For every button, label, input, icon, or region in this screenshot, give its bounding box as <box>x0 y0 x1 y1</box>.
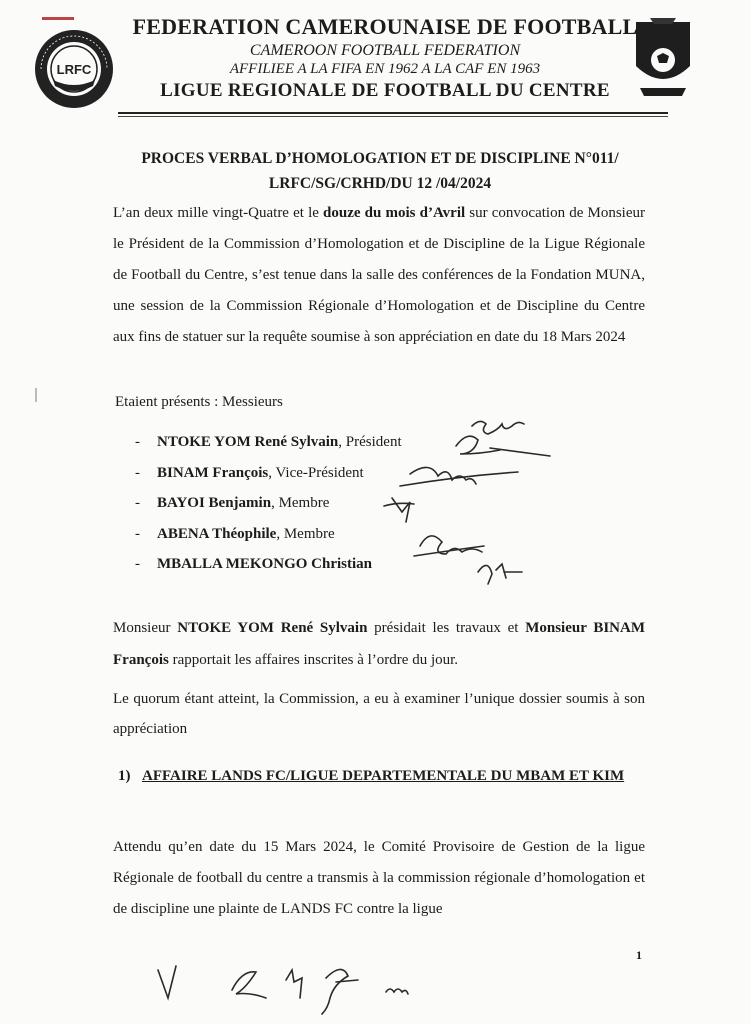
section-title: AFFAIRE LANDS FC/LIGUE DEPARTEMENTALE DU MBAM ET KIM <box>142 768 625 784</box>
header-rule <box>118 112 668 114</box>
list-item: - ABENA Théophile, Membre <box>135 525 335 542</box>
signature-mballa <box>478 564 522 584</box>
intro-paragraph <box>113 198 645 353</box>
affiliation-line: AFFILIEE A LA FIFA EN 1962 A LA CAF EN 1963 <box>229 61 541 77</box>
list-item: - MBALLA MEKONGO Christian <box>135 556 373 572</box>
list-item: - BINAM François, Vice-Président <box>135 464 364 481</box>
intro-text-2: sur convocation de Monsieur le Président de la Commission d’Homologation et de Discipline de la Ligue Régionale de Football du Centre, s’est tenue dans la salle des conférences de la Fondation MUNA, une session de la Commission Régionale d’Homologation et de Discipline du Centre aux fins de statuer sur la requête soumise à son appréciation en date du 18 Mars 2024 <box>113 205 646 345</box>
section-number: 1) <box>118 768 131 784</box>
signature-president <box>456 421 550 456</box>
fecafoot-logo-icon <box>632 16 694 100</box>
header-rule-thin <box>118 116 668 117</box>
page-number: 1 <box>636 948 642 962</box>
attendu-paragraph: Attendu qu’en date du 15 Mars 2024, le Comité Provisoire de Gestion de la ligue Régionale de football du centre a transmis à la commission régionale d’homologation et de discipline une plainte de LANDS FC contre la ligue <box>113 839 645 917</box>
title-line-2: LRFC/SG/CRHD/DU 12 /04/2024 <box>268 175 492 192</box>
list-item: - BAYOI Benjamin, Membre <box>135 495 330 511</box>
intro-text-1: L’an deux mille vingt-Quatre et le <box>113 205 324 221</box>
federation-name: FEDERATION CAMEROUNAISE DE FOOTBALL <box>132 14 638 39</box>
presided-paragraph: Monsieur NTOKE YOM René Sylvain présidait les travaux et Monsieur BINAM François rapportait les affaires inscrites à l’ordre du jour. <box>113 620 645 668</box>
logo-lrfc-text: LRFC <box>56 62 92 77</box>
federation-name-english: CAMEROON FOOTBALL FEDERATION <box>249 42 521 59</box>
lrfc-logo-icon <box>33 28 115 110</box>
intro-date-bold: douze du mois d’Avril <box>323 205 466 221</box>
league-name: LIGUE REGIONALE DE FOOTBALL DU CENTRE <box>160 80 610 101</box>
section-heading <box>118 760 648 792</box>
letterhead <box>130 14 640 102</box>
quorum-paragraph: Le quorum étant atteint, la Commission, a eu à examiner l’unique dossier soumis à son appréciation <box>113 691 645 737</box>
members-list <box>135 434 435 587</box>
present-label: Etaient présents : Messieurs <box>115 394 283 410</box>
initials-bottom <box>158 966 408 1014</box>
list-item: - NTOKE YOM René Sylvain, Président <box>135 434 402 450</box>
margin-mark <box>35 388 37 402</box>
red-mark <box>42 17 74 20</box>
document-title <box>100 146 660 196</box>
title-line-1: PROCES VERBAL D’HOMOLOGATION ET DE DISCIPLINE N°011/ <box>141 150 619 167</box>
